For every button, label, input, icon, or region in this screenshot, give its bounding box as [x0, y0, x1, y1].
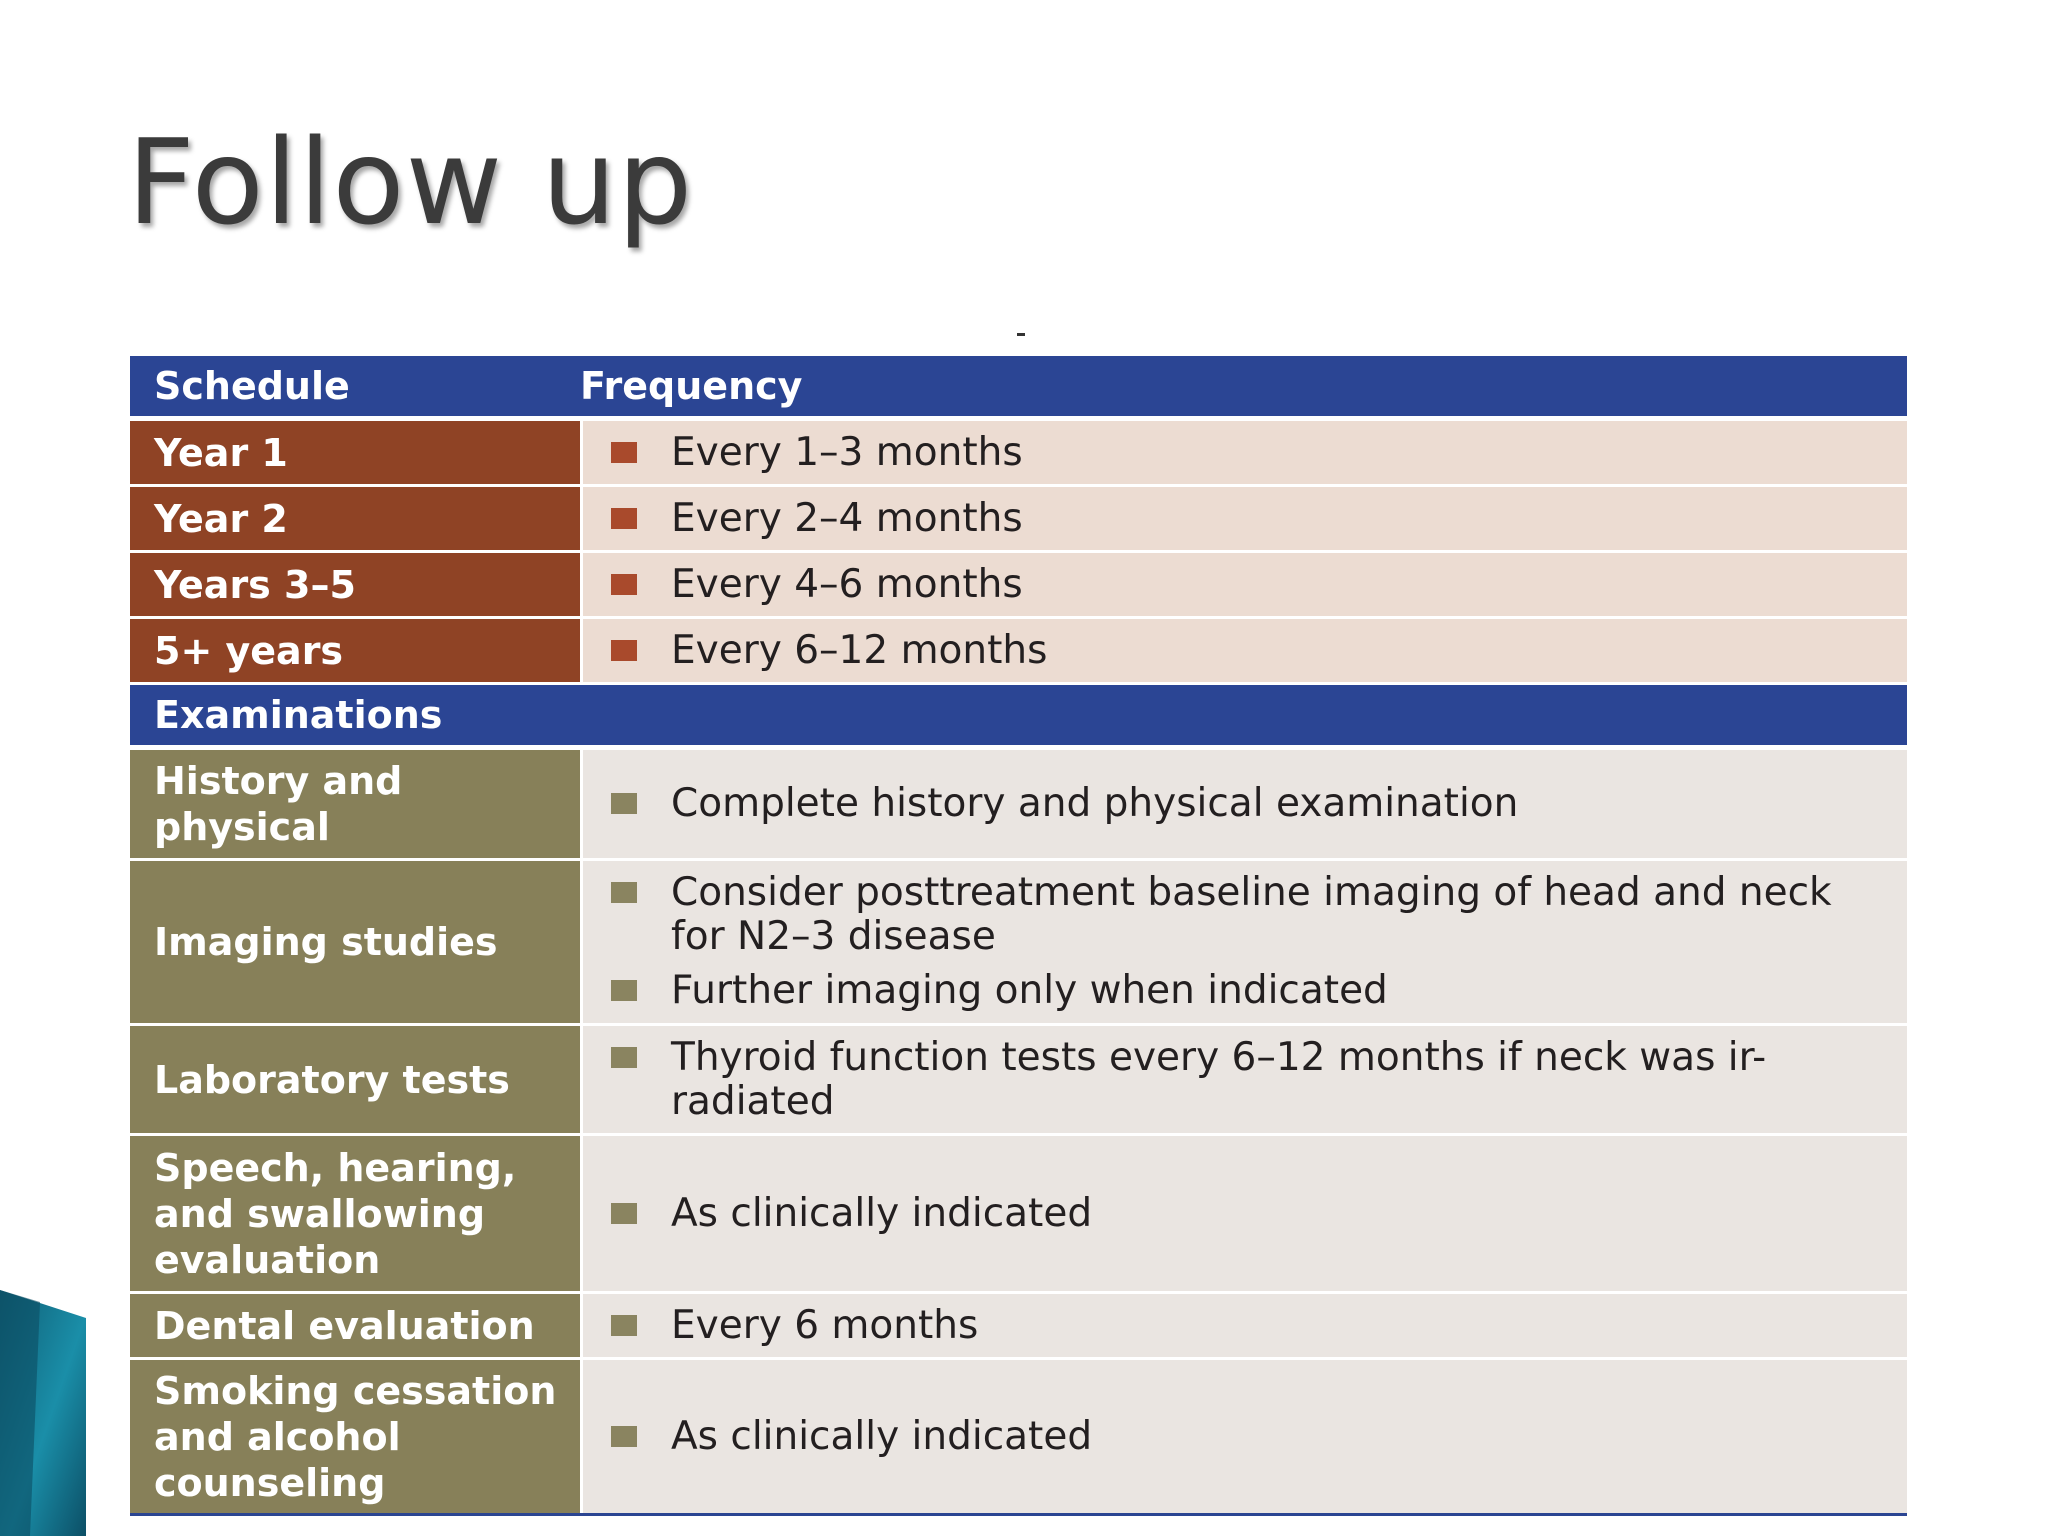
exam-label: History and physical [130, 750, 580, 858]
table-row [130, 553, 1907, 619]
schedule-label: 5+ years [130, 619, 580, 682]
bullet-item [611, 969, 1887, 1013]
square-bullet-icon [611, 1203, 637, 1224]
exam-label: Smoking cessation and alcohol counseling [130, 1360, 580, 1513]
bullet-item [611, 871, 1887, 959]
exam-cell [580, 1360, 1907, 1513]
square-bullet-icon [611, 574, 637, 595]
bullet-text: As clinically indicated [671, 1190, 1093, 1236]
square-bullet-icon [611, 640, 637, 661]
follow-up-table [130, 356, 1907, 1516]
header-frequency: Frequency [580, 364, 803, 408]
square-bullet-icon [611, 508, 637, 529]
bullet-item [611, 629, 1887, 673]
bullet-item [611, 497, 1887, 541]
slide-corner-decoration [0, 1290, 86, 1536]
exam-cell [580, 750, 1907, 858]
square-bullet-icon [611, 1315, 637, 1336]
bullet-text: Complete history and physical examination [671, 781, 1519, 826]
bullet-text: Further imaging only when indicated [671, 968, 1388, 1013]
bullet-text: Every 6–12 months [671, 627, 1048, 673]
table-row [130, 1026, 1907, 1136]
bullet-text: Consider posttreatment baseline imaging of head and neck for N2–3 disease [671, 870, 1832, 959]
exam-cell [580, 1136, 1907, 1291]
schedule-label: Years 3–5 [130, 553, 580, 616]
bullet-item [611, 782, 1887, 826]
square-bullet-icon [611, 980, 637, 1001]
stray-mark [1017, 333, 1025, 336]
bullet-text: Every 1–3 months [671, 429, 1023, 475]
schedule-label: Year 1 [130, 421, 580, 484]
slide-title: Follow up [127, 113, 694, 251]
table-row [130, 750, 1907, 861]
exam-label: Dental evaluation [130, 1294, 580, 1357]
bullet-text: Thyroid function tests every 6–12 months if neck was ir-radiated [671, 1034, 1767, 1124]
bullet-item [611, 431, 1887, 475]
header-schedule: Schedule [154, 364, 350, 408]
table-row [130, 861, 1907, 1026]
exam-cell [580, 1294, 1907, 1357]
bullet-text: Every 2–4 months [671, 495, 1023, 541]
exam-label: Laboratory tests [130, 1026, 580, 1133]
table-row [130, 1294, 1907, 1360]
table-row [130, 421, 1907, 487]
bullet-text: As clinically indicated [671, 1413, 1093, 1459]
section-label: Examinations [154, 693, 443, 737]
table-row [130, 487, 1907, 553]
bullet-text: Every 6 months [671, 1302, 979, 1348]
frequency-cell [580, 487, 1907, 550]
exam-cell [580, 861, 1907, 1023]
table-header-row [130, 356, 1907, 421]
table-row [130, 1136, 1907, 1294]
exam-cell [580, 1026, 1907, 1133]
bullet-item [611, 1036, 1887, 1124]
frequency-cell [580, 421, 1907, 484]
bullet-item [611, 563, 1887, 607]
schedule-label: Year 2 [130, 487, 580, 550]
table-row [130, 1360, 1907, 1513]
square-bullet-icon [611, 793, 637, 814]
exam-label: Speech, hearing, and swallowing evaluation [130, 1136, 580, 1291]
bullet-item [611, 1304, 1887, 1348]
table-row [130, 619, 1907, 685]
square-bullet-icon [611, 1426, 637, 1447]
bullet-item [611, 1415, 1887, 1459]
square-bullet-icon [611, 1047, 637, 1068]
bullet-item [611, 1192, 1887, 1236]
section-header-examinations [130, 685, 1907, 750]
frequency-cell [580, 553, 1907, 616]
frequency-cell [580, 619, 1907, 682]
square-bullet-icon [611, 882, 637, 903]
exam-label: Imaging studies [130, 861, 580, 1023]
bullet-text: Every 4–6 months [671, 561, 1023, 607]
square-bullet-icon [611, 442, 637, 463]
